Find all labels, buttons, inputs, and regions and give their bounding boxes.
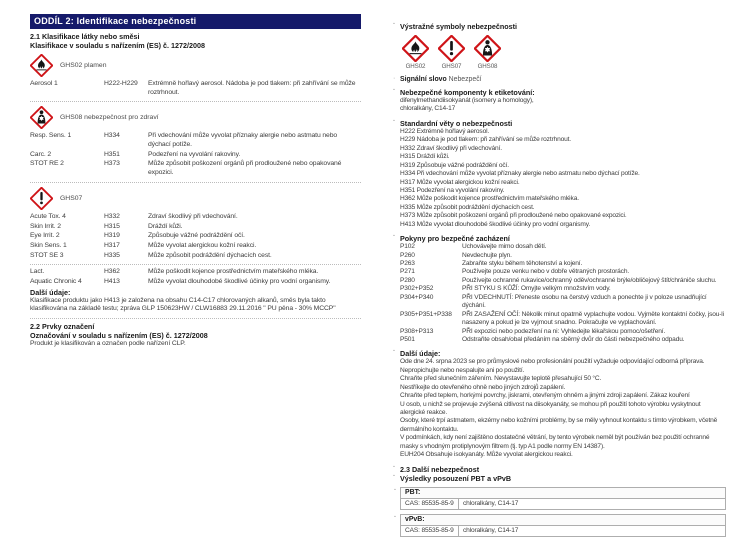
note-line: Osoby, které trpí astmatem, ekzémy nebo kožními problémy, by se měly vyhnout kontaktu s tímto výrobkem, včetně dermálního kontaktu. <box>400 417 718 433</box>
hazard-code: H222-H229 <box>104 80 138 87</box>
p-code: P302+P352 <box>400 285 434 293</box>
right-column <box>400 22 726 541</box>
p-text: PŘI ZASAŽENÍ OČÍ: Několik minut opatrně vyplachujte vodou. Vyjměte kontaktní čočky, jsou-li nasazeny a pokud je lze vyjmout snadno. Pokračujte ve vyplachování. <box>462 310 724 327</box>
p-text: PŘI STYKU S KŮŽÍ: Omyjte velkým množstvím vody. <box>462 285 611 293</box>
hazard-code: H315 <box>104 222 120 230</box>
hazard-symbols-heading: · Výstražné symboly nebezpečnosti <box>400 22 726 31</box>
h-statement: H315 Dráždí kůži. <box>400 153 450 161</box>
p-text: Používejte pouze venku nebo v dobře větraných prostorách. <box>462 268 630 276</box>
hazard-row-skin-irrit <box>30 223 361 232</box>
ghs02-label: GHS02 plamen <box>60 62 107 69</box>
hazard-row-skin-sens <box>30 242 361 251</box>
hazard-text: Může poškodit kojence prostřednictvím mateřského mléka. <box>148 268 319 276</box>
pbt-table-row <box>401 499 725 509</box>
h-statement: H335 Může způsobit podráždění dýchacích cest. <box>400 203 535 211</box>
p-code: P304+P340 <box>400 293 434 301</box>
left-notes-heading: Další údaje: <box>30 287 71 297</box>
hazard-code: H319 <box>104 232 120 240</box>
section-2-2-title: 2.2 Prvky označení <box>30 322 95 331</box>
hazard-text: Může způsobit podráždění dýchacích cest. <box>148 251 272 259</box>
hazard-components-block <box>400 88 726 114</box>
note-line: U osob, u nichž se projevuje zvýšená citlivost na diisokyanáty, se mohou při použití tohoto výrobku vyskytnout alergické reakce. <box>400 400 701 416</box>
labelling-regulation-subtitle: Označování v souladu s nařízením (ES) č. 1272/2008 <box>30 331 208 340</box>
p-statement-row <box>400 243 726 251</box>
hazard-code: H362 <box>104 268 120 276</box>
component-line: chloralkány, C14-17 <box>400 105 456 113</box>
hazard-code: H335 <box>104 251 120 259</box>
hazard-row-stot-se <box>30 252 361 261</box>
dotted-divider <box>30 264 361 265</box>
ghs08-pictogram <box>472 35 503 70</box>
ghs02-flame-icon <box>402 35 429 62</box>
p-statements-heading: · Pokyny pro bezpečné zacházení <box>400 234 726 243</box>
h-statement: H413 Může vyvolat dlouhodobé škodlivé účinky pro vodní organismy. <box>400 220 591 228</box>
clp-statement: Produkt je klasifikován a označen podle nařízení CLP. <box>30 340 186 347</box>
p-text: Zabraňte styku během těhotenství a kojení. <box>462 260 583 267</box>
p-code: P102 <box>400 243 415 251</box>
h-statement: H222 Extrémně hořlavý aerosol. <box>400 127 490 135</box>
h-statement: H229 Nádoba je pod tlakem: při zahřívání se může roztrhnout. <box>400 136 571 144</box>
dotted-divider <box>30 182 361 183</box>
ghs08-group-header <box>30 106 361 129</box>
hazard-category: STOT RE 2 <box>30 160 64 168</box>
hazard-text: Může vyvolat alergickou kožní reakci. <box>148 241 257 249</box>
h-statement: H351 Podezření na vyvolání rakoviny. <box>400 186 505 194</box>
p-code: P501 <box>400 335 415 343</box>
hazard-category: Carc. 2 <box>30 150 52 158</box>
hazard-category: Acute Tox. 4 <box>30 212 66 220</box>
h-statement: H319 Způsobuje vážné podráždění očí. <box>400 161 509 169</box>
section-2-header: ODDÍL 2: Identifikace nebezpečnosti <box>30 14 361 29</box>
hazard-code: H334 <box>104 132 120 140</box>
hazard-code: H413 <box>104 277 120 285</box>
ghs07-label: GHS07 <box>60 194 83 202</box>
substance-name: chloralkány, C14-17 <box>463 499 519 507</box>
hazard-text: Extrémně hořlavý aerosol. Nádoba je pod tlakem: při zahřívání se může roztrhnout. <box>148 80 356 96</box>
p-text: Používejte ochranné rukavice/ochranný oděv/ochranné brýle/obličejový štít/chrániče sluchu. <box>462 276 717 284</box>
hazard-text: Podezření na vyvolání rakoviny. <box>148 150 241 158</box>
hazard-text: Zdraví škodlivý při vdechování. <box>148 212 238 220</box>
ghs07-exclamation-icon <box>30 187 53 210</box>
p-code: P280 <box>400 276 415 284</box>
p-text: Nevdechujte plyn. <box>462 251 512 259</box>
cas-number: CAS: 85535-85-9 <box>401 526 459 536</box>
p-statement-row <box>400 252 726 260</box>
p-code: P308+P313 <box>400 327 434 335</box>
ghs07-group-header <box>30 187 361 210</box>
h-statement: H362 Může poškodit kojence prostřednictvím mateřského mléka. <box>400 195 579 203</box>
hazard-code: H373 <box>104 160 120 168</box>
p-code: P260 <box>400 251 415 259</box>
p-statements-block <box>400 234 726 344</box>
ghs07-exclamation-icon <box>438 35 465 62</box>
hazard-text: Může vyvolat dlouhodobé škodlivé účinky pro vodní organismy. <box>148 277 331 285</box>
note-line: Ode dne 24. srpna 2023 se pro průmyslové nebo profesionální použití vyžaduje odpovídající odborná příprava. <box>400 358 705 366</box>
left-notes-text: Klasifikace produktu jako H413 je založena na obsahu C14-C17 chlorovaných alkanů, směs byla takto klasifikována na základě testu; zpráva GLP 150623HW / CLW16883 29.11.2016 " PU pěna - 30% MCCP" <box>30 296 336 313</box>
left-column <box>30 14 361 349</box>
pbt-table <box>400 487 726 510</box>
note-line: Chraňte před teplem, horkými povrchy, jiskrami, otevřeným ohněm a jinými zdroji zapálení. Zákaz kouření <box>400 392 690 400</box>
hazard-text: Při vdechování může vyvolat příznaky alergie nebo astmatu nebo dýchací potíže. <box>148 132 338 149</box>
hazard-category: Eye Irrit. 2 <box>30 232 60 240</box>
p-statement-row <box>400 260 726 268</box>
hazard-row-stot-re <box>30 160 361 177</box>
hazard-components-heading: · Nebezpečné komponenty k etiketování: <box>400 88 726 97</box>
ghs08-caption: GHS08 <box>477 63 498 70</box>
vpvb-table <box>400 514 726 537</box>
ghs07-pictogram <box>436 35 467 70</box>
h-statement: H373 Může způsobit poškození orgánů při prodloužené nebo opakované expozici. <box>400 212 627 220</box>
p-text: PŘI VDECHNUTÍ: Přeneste osobu na čerstvý vzduch a ponechte ji v poloze usnadňující dýchání. <box>462 293 707 310</box>
h-statement: H332 Zdraví škodlivý při vdechování. <box>400 144 502 152</box>
pbt-table-header: · PBT: <box>401 488 725 499</box>
p-statement-row <box>400 285 726 293</box>
ghs02-flame-icon <box>30 54 53 77</box>
p-code: P271 <box>400 268 415 276</box>
ghs08-label: GHS08 nebezpečnost pro zdraví <box>60 114 159 122</box>
hazard-text: Dráždí kůži. <box>148 222 183 230</box>
pbt-vpvb-subtitle: · Výsledky posouzení PBT a vPvB <box>400 474 726 483</box>
ghs-pictogram-strip <box>400 35 726 70</box>
p-statement-row <box>400 311 726 328</box>
hazard-row-aquatic-chronic <box>30 278 361 287</box>
classification-regulation-subtitle: Klasifikace v souladu s nařízením (ES) č. 1272/2008 <box>30 41 205 50</box>
hazard-code: H332 <box>104 212 120 220</box>
note-line: V podmínkách, kdy není zajištěno dostatečné větrání, by tento výrobek neměl být používán bez použití ochranné masky s vhodným protiplynovým filtrem (tj. typ A1 podle normy EN 14387). <box>400 434 710 450</box>
vpvb-table-header: · vPvB: <box>401 515 725 526</box>
h-statements-heading: · Standardní věty o nebezpečnosti <box>400 119 726 128</box>
hazard-row-acute-tox <box>30 213 361 222</box>
ghs07-caption: GHS07 <box>441 63 462 70</box>
hazard-row-eye-irrit <box>30 232 361 241</box>
hazard-row-lact <box>30 268 361 277</box>
component-line: difenylmethandiisokyanát (isomery a homology), <box>400 97 534 104</box>
ghs08-health-hazard-icon <box>474 35 501 62</box>
note-line: Chraňte před slunečním zářením. Nevystavujte teplotě přesahující 50 °C. <box>400 375 602 383</box>
ghs02-pictogram <box>400 35 431 70</box>
vpvb-table-row <box>401 526 725 536</box>
signal-word-value: Nebezpečí <box>448 76 482 83</box>
h-statement: H317 Může vyvolat alergickou kožní reakci. <box>400 178 520 186</box>
p-text: Uchovávejte mimo dosah dětí. <box>462 243 547 251</box>
note-line: Nepropichujte nebo nespalujte ani po použití. <box>400 366 525 374</box>
hazard-code: H351 <box>104 150 120 158</box>
hazard-category: Aerosol 1 <box>30 80 58 87</box>
ghs02-caption: GHS02 <box>405 63 426 70</box>
p-code: P263 <box>400 260 415 267</box>
signal-word-label: Signální slovo <box>400 76 447 83</box>
section-2-3-title: · 2.3 Další nebezpečnost <box>400 465 726 474</box>
p-text: PŘI expozici nebo podezření na ni: Vyhledejte lékařskou pomoc/ošetření. <box>462 327 666 335</box>
section-2-1-title: 2.1 Klasifikace látky nebo směsi <box>30 32 140 41</box>
hazard-category: Resp. Sens. 1 <box>30 132 72 140</box>
hazard-category: Aquatic Chronic 4 <box>30 277 82 285</box>
cas-number: CAS: 85535-85-9 <box>401 499 459 509</box>
hazard-text: Může způsobit poškození orgánů při prodloužené nebo opakované expozici. <box>148 160 342 177</box>
dotted-divider <box>30 318 361 319</box>
p-statement-row <box>400 268 726 276</box>
note-line: Nestříkejte do otevřeného ohně nebo jiných zdrojů zapálení. <box>400 383 566 391</box>
hazard-category: Lact. <box>30 268 45 276</box>
hazard-category: Skin Irrit. 2 <box>30 222 61 230</box>
p-statement-row <box>400 336 726 344</box>
note-line: EUH204 Obsahuje isokyanáty. Může vyvolat alergickou reakci. <box>400 451 573 459</box>
hazard-category: STOT SE 3 <box>30 251 64 259</box>
ghs08-health-hazard-icon <box>30 106 53 129</box>
p-statement-row <box>400 294 726 311</box>
hazard-row-aerosol <box>30 80 361 97</box>
signal-word-line <box>400 76 726 83</box>
p-code: P305+P351+P338 <box>400 310 452 318</box>
p-text: Odstraňte obsah/obal předáním na sběrný dvůr do části nebezpečného odpadu. <box>462 335 685 343</box>
h-statement: H334 Při vdechování může vyvolat příznaky alergie nebo astmatu nebo dýchací potíže. <box>400 170 640 178</box>
hazard-code: H317 <box>104 241 120 249</box>
dotted-divider <box>30 101 361 102</box>
ghs02-group-header <box>30 54 361 77</box>
hazard-row-resp-sens <box>30 132 361 149</box>
h-statements-block <box>400 119 726 229</box>
substance-name: chloralkány, C14-17 <box>463 526 519 534</box>
hazard-row-carc <box>30 151 361 160</box>
right-notes-heading: · Další údaje: <box>400 349 726 358</box>
hazard-text: Způsobuje vážné podráždění očí. <box>148 232 245 240</box>
right-notes-block <box>400 349 726 459</box>
p-statement-row <box>400 328 726 336</box>
hazard-category: Skin Sens. 1 <box>30 241 67 249</box>
